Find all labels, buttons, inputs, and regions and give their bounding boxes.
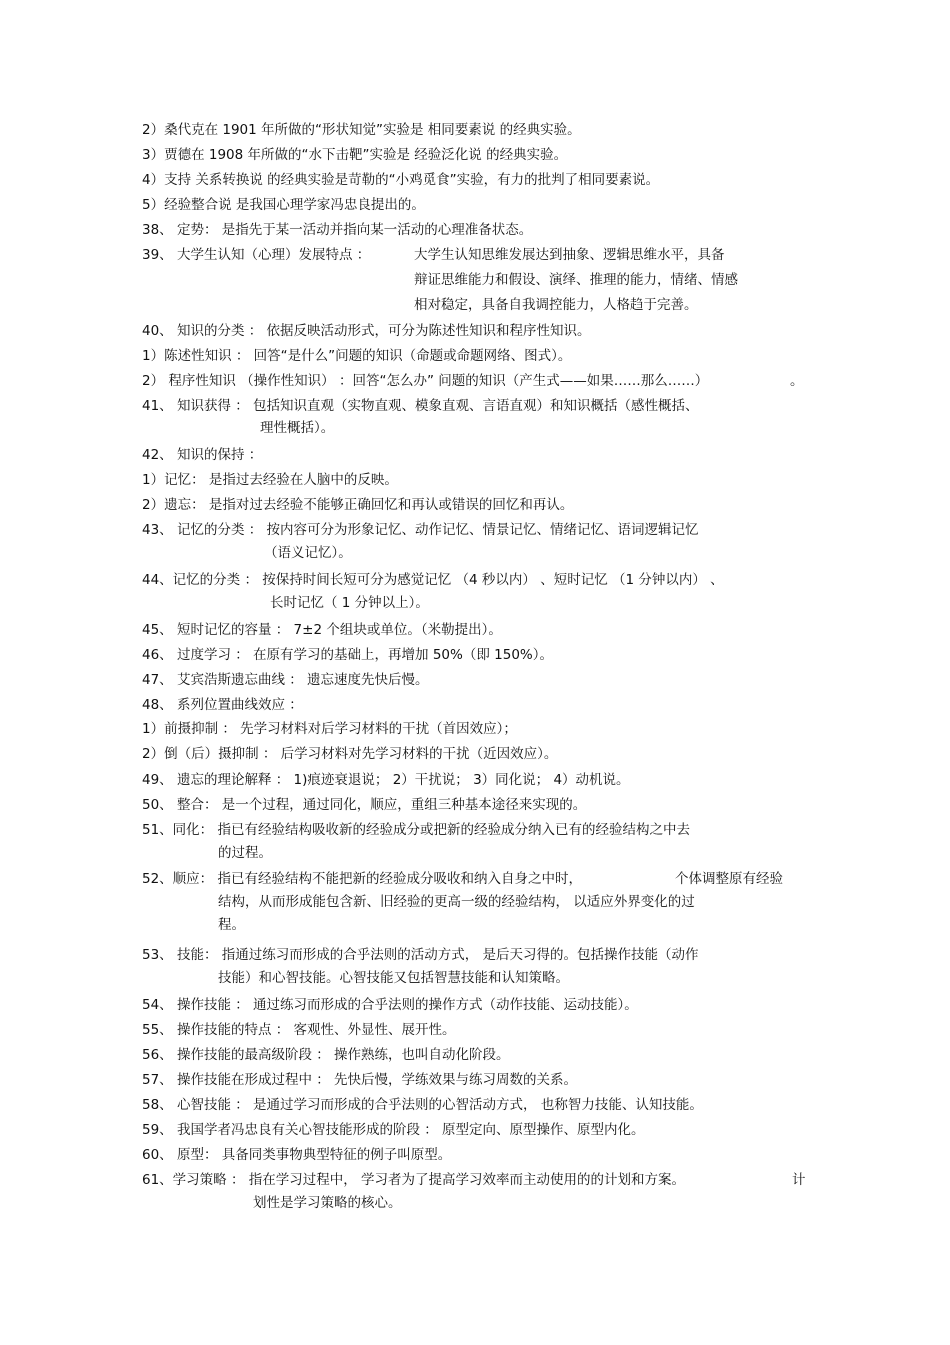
text-line: 1）前摄抑制 ： 先学习材料对后学习材料的干扰（首因效应）； [142, 721, 517, 737]
text-line: 2）倒（后）摄抑制 ： 后学习材料对先学习材料的干扰（近因效应）。 [142, 746, 558, 762]
text-line: 1）记忆： 是指过去经验在人脑中的反映。 [142, 472, 398, 488]
text-line: 57、 操作技能在形成过程中 ： 先快后慢，学练效果与练习周数的关系。 [142, 1072, 578, 1088]
text-line: （语义记忆）。 [264, 545, 352, 561]
text-line: 49、 遗忘的理论解释 ： 1)痕迹衰退说； 2）干扰说； 3）同化说； 4）动机说。 [142, 772, 630, 788]
text-line: 2）遗忘： 是指对过去经验不能够正确回忆和再认或错误的回忆和再认。 [142, 497, 574, 513]
text-line: 44、记忆的分类 ： 按保持时间长短可分为感觉记忆 （4 秒以内） 、短时记忆 （1 分钟以内） 、 [142, 572, 724, 588]
text-line: 40、 知识的分类 ： 依据反映活动形式，可分为陈述性知识和程序性知识。 [142, 323, 591, 339]
text-line: 60、 原型： 具备同类事物典型特征的例子叫原型。 [142, 1147, 452, 1163]
text-line: 45、 短时记忆的容量 ： 7±2 个组块或单位。（米勒提出）。 [142, 622, 502, 638]
text-line: 2） 程序性知识 （操作性知识） ：回答“怎么办” 问题的知识（产生式——如果……那么……） [142, 373, 709, 389]
text-line: 61、学习策略 ： 指在学习过程中， 学习者为了提高学习效率而主动使用的的计划和方案。 [142, 1172, 686, 1188]
text-line: 41、 知识获得 ： 包括知识直观（实物直观、模象直观、言语直观）和知识概括（感性概括、 [142, 398, 699, 414]
text-line: 个体调整原有经验 [675, 871, 783, 887]
text-line: 3）贾德在 1908 年所做的“水下击靶”实验是 经验泛化说 的经典实验。 [142, 147, 568, 163]
text-line: 5）经验整合说 是我国心理学家冯忠良提出的。 [142, 197, 425, 213]
text-line: 理性概括）。 [260, 420, 335, 436]
text-line: 技能）和心智技能。心智技能又包括智慧技能和认知策略。 [218, 970, 569, 986]
text-line: 辩证思维能力和假设、演绎、推理的能力，情绪、情感 [414, 272, 738, 288]
text-line: 58、 心智技能 ： 是通过学习而形成的合乎法则的心智活动方式， 也称智力技能、认知技能。 [142, 1097, 703, 1113]
text-line: 相对稳定，具备自我调控能力，人格趋于完善。 [414, 297, 698, 313]
text-line: 50、 整合： 是一个过程，通过同化，顺应，重组三种基本途径来实现的。 [142, 797, 587, 813]
text-line: 48、 系列位置曲线效应 ： [142, 697, 303, 713]
text-line: 计 [792, 1172, 806, 1188]
text-line: 大学生认知思维发展达到抽象、逻辑思维水平，具备 [414, 247, 725, 263]
text-line: 。 [790, 373, 804, 389]
text-line: 结构，从而形成能包含新、旧经验的更高一级的经验结构， 以适应外界变化的过 [218, 894, 695, 910]
text-line: 程。 [218, 917, 245, 933]
text-line: 54、 操作技能 ： 通过练习而形成的合乎法则的操作方式（动作技能、运动技能）。 [142, 997, 638, 1013]
text-line: 52、顺应： 指已有经验结构不能把新的经验成分吸收和纳入自身之中时， [142, 871, 582, 887]
text-line: 42、 知识的保持 ： [142, 447, 263, 463]
text-line: 46、 过度学习 ： 在原有学习的基础上，再增加 50%（即 150%）。 [142, 647, 553, 663]
text-line: 38、 定势： 是指先于某一活动并指向某一活动的心理准备状态。 [142, 222, 533, 238]
text-line: 的过程。 [218, 845, 272, 861]
text-line: 1）陈述性知识 ： 回答“是什么”问题的知识（命题或命题网络、图式）。 [142, 348, 572, 364]
text-line: 53、 技能： 指通过练习而形成的合乎法则的活动方式， 是后天习得的。包括操作技能（动作 [142, 947, 699, 963]
text-line: 4）支持 关系转换说 的经典实验是苛勒的“小鸡觅食”实验，有力的批判了相同要素说。 [142, 172, 660, 188]
text-line: 长时记忆（ 1 分钟以上）。 [270, 595, 429, 611]
text-line: 51、同化： 指已有经验结构吸收新的经验成分或把新的经验成分纳入已有的经验结构之中去 [142, 822, 690, 838]
text-line: 59、 我国学者冯忠良有关心智技能形成的阶段 ： 原型定向、原型操作、原型内化。 [142, 1122, 645, 1138]
text-line: 39、 大学生认知（心理）发展特点 ： [142, 247, 371, 263]
text-line: 43、 记忆的分类 ： 按内容可分为形象记忆、动作记忆、情景记忆、情绪记忆、语词逻辑记忆 [142, 522, 699, 538]
text-line: 划性是学习策略的核心。 [253, 1195, 402, 1211]
text-line: 56、 操作技能的最高级阶段 ： 操作熟练，也叫自动化阶段。 [142, 1047, 510, 1063]
text-line: 55、 操作技能的特点 ： 客观性、外显性、展开性。 [142, 1022, 456, 1038]
text-line: 47、 艾宾浩斯遗忘曲线 ： 遗忘速度先快后慢。 [142, 672, 429, 688]
text-line: 2）桑代克在 1901 年所做的“形状知觉”实验是 相同要素说 的经典实验。 [142, 122, 581, 138]
